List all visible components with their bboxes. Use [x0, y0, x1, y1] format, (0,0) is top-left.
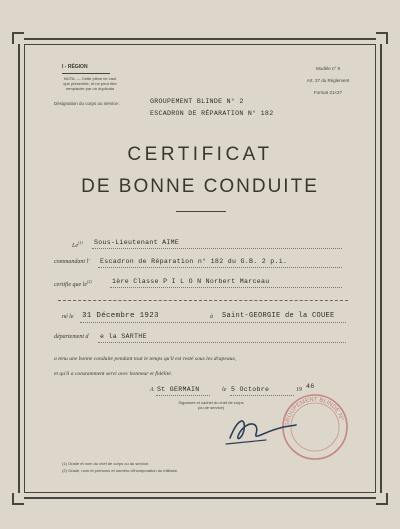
date-label: le [222, 387, 227, 393]
form-article: Art. 37 du Règlement [306, 78, 350, 83]
corner-ornament [376, 32, 388, 44]
year-prefix: 19 [296, 387, 302, 393]
region-label: I - RÉGION [62, 64, 110, 74]
footnote-1: (1) Grade et nom du chef de corps ou du service. [62, 461, 150, 466]
issue-date: 5 Octobre [231, 386, 270, 393]
issue-year: 46 [306, 383, 315, 390]
corner-ornament [12, 32, 24, 44]
header-note: NOTA. — Cette pièce ne vaut que présentée, et ne peut être remplacée par un duplicata [63, 76, 117, 91]
le-label: Le [72, 243, 78, 249]
footnote-ref-2: (2) [87, 279, 92, 284]
corner-ornament [376, 493, 388, 505]
certify-row [54, 279, 92, 288]
form-format: Format 21×27 [313, 90, 343, 95]
unit-line-1: GROUPEMENT BLINDE N° 2 [150, 98, 244, 105]
department-value: e la SARTHE [100, 333, 147, 340]
title-certificat: CERTIFICAT [127, 144, 273, 165]
born-label: né le [62, 314, 74, 320]
le-row [72, 240, 83, 249]
footnote-2: (2) Grade, nom et prénoms et numéro d'incorporation du militaire. [62, 468, 179, 473]
footnote-ref-1: (1) [78, 240, 83, 245]
issue-place: St GERMAIN [157, 386, 200, 393]
unit-label: Désignation du corps ou service : [54, 101, 121, 106]
birth-place-label: à [210, 314, 213, 320]
commanding-unit: Escadron de Réparation n° 182 du G.B. 2 p.i. [100, 258, 288, 265]
soldier-name: 1ère Classe P I L O N Norbert Marceau [112, 278, 270, 285]
dotted-line [98, 342, 346, 343]
commanding-label: commandant l' [54, 259, 90, 265]
dotted-line [92, 248, 342, 249]
place-label: A [150, 387, 154, 393]
birth-date: 31 Décembre 1923 [82, 312, 159, 320]
form-number: Modèle n° 9 [315, 66, 341, 71]
title-bonne-conduite: DE BONNE CONDUITE [81, 176, 319, 197]
dotted-line [80, 322, 346, 323]
birth-place: Saint-GEORGIE de la COUEE [222, 312, 335, 320]
signature-scrawl [220, 408, 300, 448]
title-underline [176, 211, 226, 212]
stamp-text: GROUPEMENT BLINDE N° [284, 396, 345, 428]
certify-label: certifie que le [54, 282, 87, 288]
department-label: département d [54, 334, 89, 340]
conduct-line-2: et qu'il a constamment servi avec honneur et fidélité. [54, 371, 173, 377]
unit-line-2: ESCADRON DE RÉPARATION N° 182 [150, 110, 274, 117]
dotted-line [156, 395, 210, 396]
officer-name: Sous-Lieutenant AIME [94, 239, 180, 246]
corner-ornament [12, 493, 24, 505]
dotted-line [110, 287, 342, 288]
conduct-line-1: a tenu une bonne conduite pendant tout le temps qu'il est resté sous les drapeaux, [54, 356, 237, 362]
separator [58, 300, 348, 301]
dotted-line [98, 267, 342, 268]
signature-label: Signature et cachet du chef de corps (ou de service) [178, 400, 244, 410]
